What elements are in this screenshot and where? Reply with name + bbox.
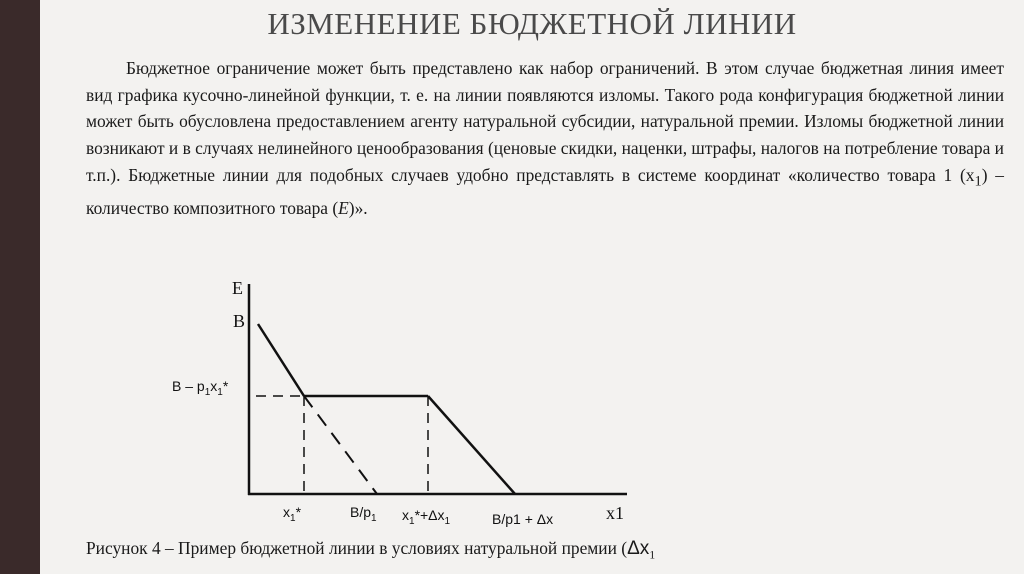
x-tick-b-over-p1: $B/p_1$ (350, 504, 377, 524)
paragraph-text-end: )». (348, 197, 368, 218)
y-tick-b: B (233, 311, 246, 331)
x-tick-x1star: $x_1*$ (283, 504, 302, 524)
paragraph-subscript: 1 (974, 173, 982, 190)
y-axis-label: E (232, 278, 243, 298)
y-tick-kink: B – $p_1x_1*$ (172, 378, 229, 398)
budget-line-steep-segment (258, 324, 304, 396)
x-tick-x1star-plus-dx: $x_1*+\Delta x_1$ (402, 507, 451, 527)
paragraph-italic-e: E (338, 197, 349, 218)
x-axis-label: x1 (606, 503, 624, 523)
x-tick-b-over-p1-plus-dx: B/p1 + Δx (492, 511, 554, 527)
figure-caption (86, 538, 655, 562)
slide-title: ИЗМЕНЕНИЕ БЮДЖЕТНОЙ ЛИНИИ (267, 6, 797, 41)
caption-delta: Δx (627, 538, 650, 559)
paragraph-text: Бюджетное ограничение может быть представлено как набор ограничений. В этом случае бюджетная линия имеет вид графика кусочно-линейной функции, т. е. на линии появляются изломы. Такого рода конфигурация бюджетной линии может быть обусловлена предоставлением агенту натуральной субсидии, натуральной премии. Изломы бюджетной линии возникают и в случаях нелинейного ценообразования (ценовые скидки, наценки, штрафы, налогов на потребление товара и т.п.). Бюджетные линии для подобных случаев удобно представлять в системе координат «количество товара 1 (x (86, 58, 1004, 185)
caption-subscript: 1 (649, 547, 656, 562)
paragraph-text-cont: ) – количество композитного товара ( (86, 164, 1005, 218)
budget-line-shifted-segment (428, 396, 515, 494)
original-budget-line-dashed (304, 396, 377, 494)
caption-text: Рисунок 4 – Пример бюджетной линии в условиях натуральной премии ( (86, 538, 628, 558)
